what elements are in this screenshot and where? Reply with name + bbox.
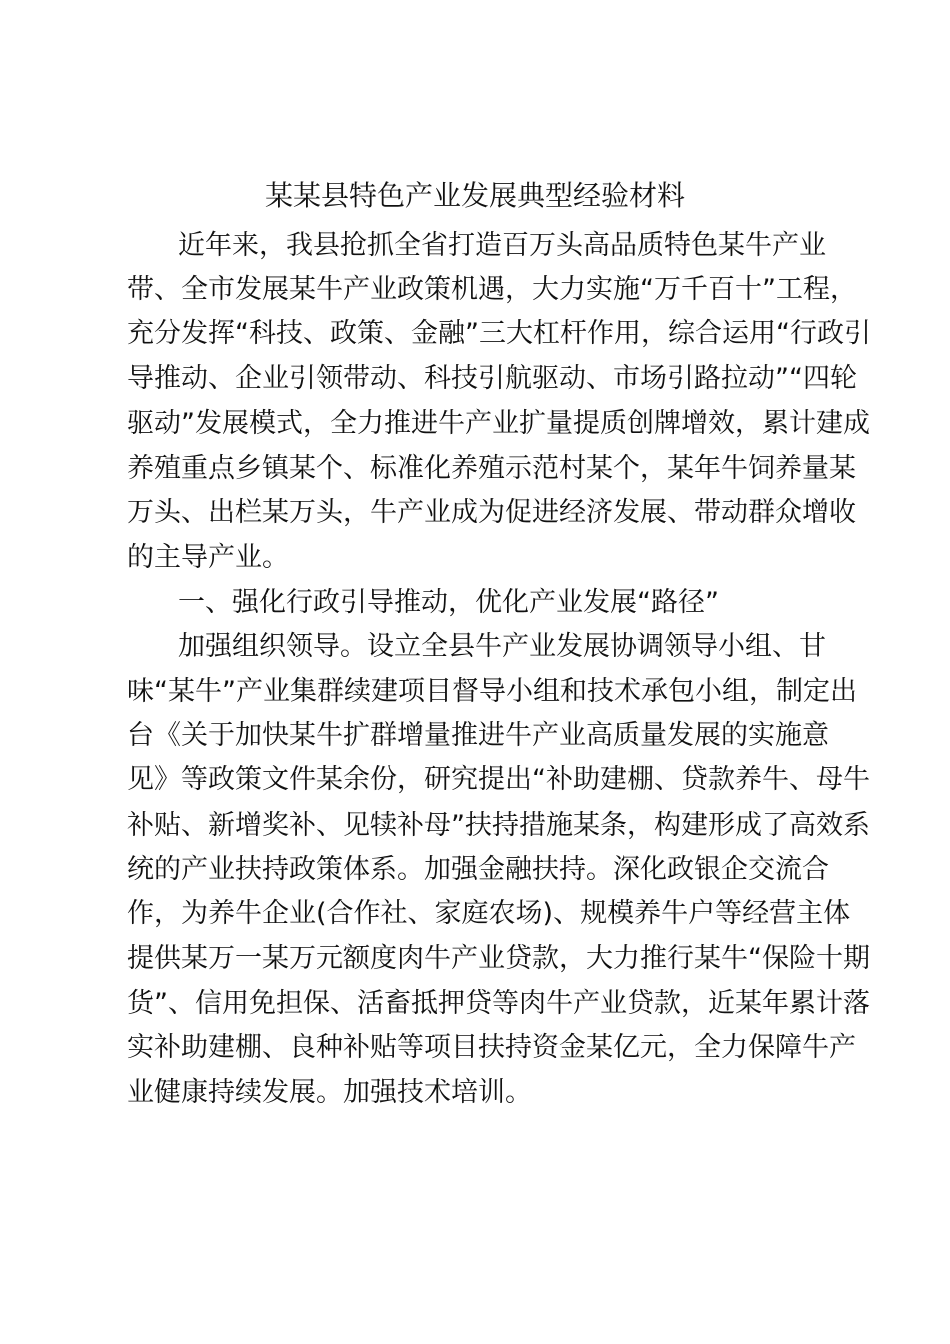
paragraph-line: 带、全市发展某牛产业政策机遇，大力实施“万千百十”工程，	[127, 274, 857, 305]
document-title: 某某县特色产业发展典型经验材料	[264, 179, 685, 212]
paragraph-line: 加强组织领导。设立全县牛产业发展协调领导小组、甘	[178, 631, 826, 662]
paragraph-line: 补贴、新增奖补、见犊补母”扶持措施某条，构建形成了高效系	[127, 810, 870, 841]
paragraph-line: 味“某牛”产业集群续建项目督导小组和技术承包小组，制定出	[127, 676, 857, 707]
section-heading: 一、强化行政引导推动，优化产业发展“路径”	[178, 587, 719, 618]
paragraph-line: 见》等政策文件某余份，研究提出“补助建棚、贷款养牛、母牛	[127, 764, 870, 795]
paragraph-line: 统的产业扶持政策体系。加强金融扶持。深化政银企交流合	[127, 854, 829, 885]
paragraph-line: 的主导产业。	[127, 542, 289, 573]
paragraph-line: 业健康持续发展。加强技术培训。	[127, 1077, 532, 1108]
paragraph-line: 货”、信用免担保、活畜抵押贷等肉牛产业贷款，近某年累计落	[127, 988, 870, 1019]
paragraph-line: 养殖重点乡镇某个、标准化养殖示范村某个，某年牛饲养量某	[127, 453, 856, 484]
paragraph-line: 导推动、企业引领带动、科技引航驱动、市场引路拉动”“四轮	[127, 363, 857, 394]
paragraph-line: 充分发挥“科技、政策、金融”三大杠杆作用，综合运用“行政引	[127, 318, 871, 349]
paragraph-line: 台《关于加快某牛扩群增量推进牛产业高质量发展的实施意	[127, 720, 829, 751]
paragraph-line: 近年来，我县抢抓全省打造百万头高品质特色某牛产业	[178, 230, 826, 261]
paragraph-line: 作，为养牛企业(合作社、家庭农场)、规模养牛户等经营主体	[127, 898, 851, 929]
paragraph-line: 提供某万一某万元额度肉牛产业贷款，大力推行某牛“保险十期	[127, 943, 870, 974]
paragraph-line: 驱动”发展模式，全力推进牛产业扩量提质创牌增效，累计建成	[127, 408, 870, 439]
paragraph-line: 实补助建棚、良种补贴等项目扶持资金某亿元，全力保障牛产	[127, 1032, 856, 1063]
paragraph-line: 万头、出栏某万头，牛产业成为促进经济发展、带动群众增收	[127, 497, 856, 528]
